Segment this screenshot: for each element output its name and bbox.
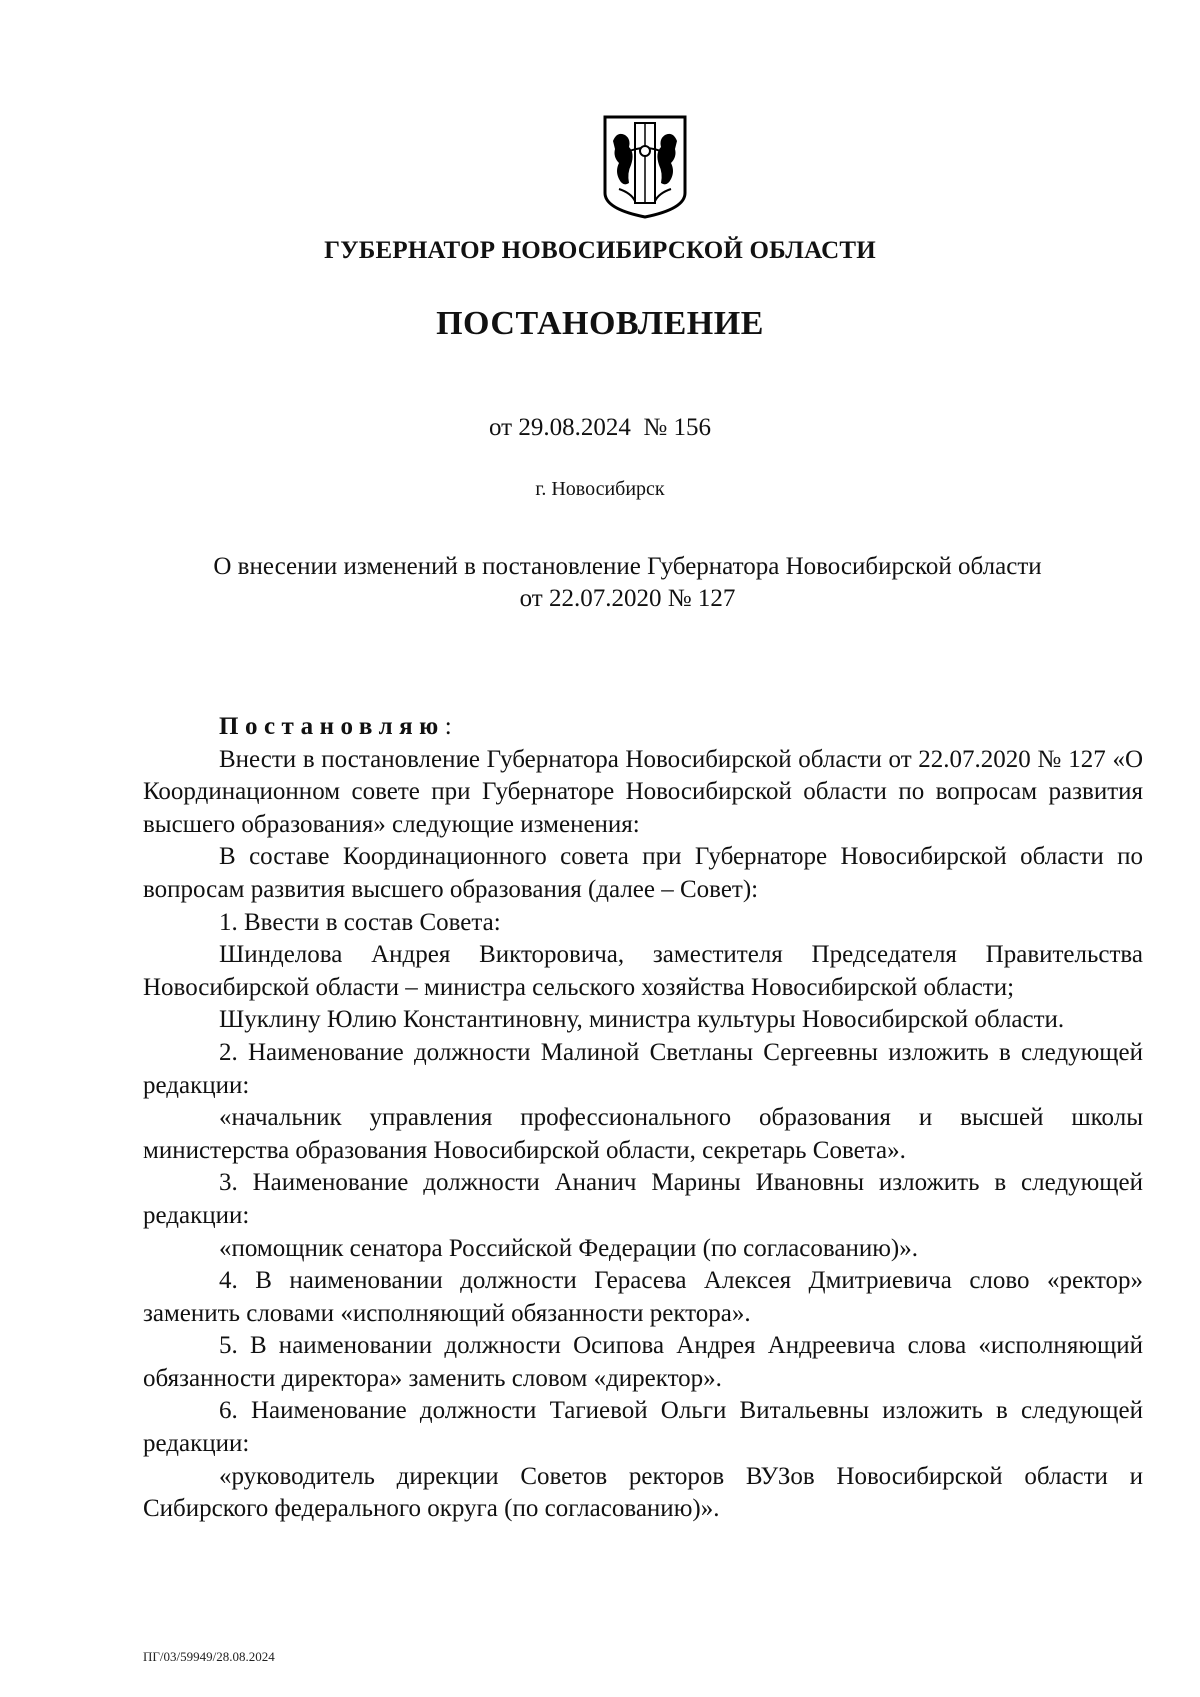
paragraph: 6. Наименование должности Тагиевой Ольги Витальевны изложить в следующей редакции:	[143, 1397, 1143, 1458]
subject-line-1: О внесении изменений в постановление Губернатора Новосибирской области	[213, 553, 1042, 580]
resolution-lead	[143, 711, 1143, 744]
paragraph: 3. Наименование должности Ананич Марины Ивановны изложить в следующей редакции:	[143, 1169, 1143, 1229]
resolution-lead-colon: :	[444, 713, 452, 740]
subject-line-2: от 22.07.2020 № 127	[519, 585, 736, 612]
paragraph: Шинделова Андрея Викторовича, заместителя Председателя Правительства Новосибирской области – министра сельского хозяйства Новосибирской области;	[143, 941, 1143, 1001]
paragraph: 1. Ввести в состав Совета:	[219, 908, 501, 936]
document-city: г. Новосибирск	[535, 478, 665, 500]
paragraph: В составе Координационного совета при Губернаторе Новосибирской области по вопросам развития высшего образования (далее – Совет):	[143, 843, 1143, 903]
paragraph: Внести в постановление Губернатора Новосибирской области от 22.07.2020 № 127 «О Координационном совете при Губернаторе Новосибирской области по вопросам развития высшего образования» следующие изменения:	[143, 745, 1143, 838]
resolution-lead-word: Постановляю	[219, 713, 445, 740]
issuing-authority: ГУБЕРНАТОР НОВОСИБИРСКОЙ ОБЛАСТИ	[324, 237, 876, 264]
document-body	[143, 711, 1143, 1526]
paragraph: 2. Наименование должности Малиной Светланы Сергеевны изложить в следующей редакции:	[143, 1038, 1143, 1099]
paragraph: «помощник сенатора Российской Федерации (по согласованию)».	[219, 1234, 918, 1262]
paragraph: Шуклину Юлию Константиновну, министра культуры Новосибирской области.	[219, 1006, 1065, 1034]
paragraph: 5. В наименовании должности Осипова Андрея Андреевича слова «исполняющий обязанности директора» заменить словом «директор».	[143, 1332, 1143, 1392]
document-date-number: от 29.08.2024 № 156	[489, 414, 711, 441]
paragraph: «начальник управления профессионального образования и высшей школы министерства образования Новосибирской области, секретарь Совета».	[143, 1104, 1143, 1164]
coat-of-arms-icon	[601, 113, 689, 221]
document-type: ПОСТАНОВЛЕНИЕ	[436, 305, 764, 342]
document-subject	[140, 551, 1115, 615]
paragraph: «руководитель дирекции Советов ректоров ВУЗов Новосибирской области и Сибирского федерального округа (по согласованию)».	[143, 1462, 1143, 1523]
paragraph: 4. В наименовании должности Герасева Алексея Дмитриевича слово «ректор» заменить словами «исполняющий обязанности ректора».	[143, 1267, 1143, 1327]
document-code: ПГ/03/59949/28.08.2024	[143, 1649, 275, 1664]
